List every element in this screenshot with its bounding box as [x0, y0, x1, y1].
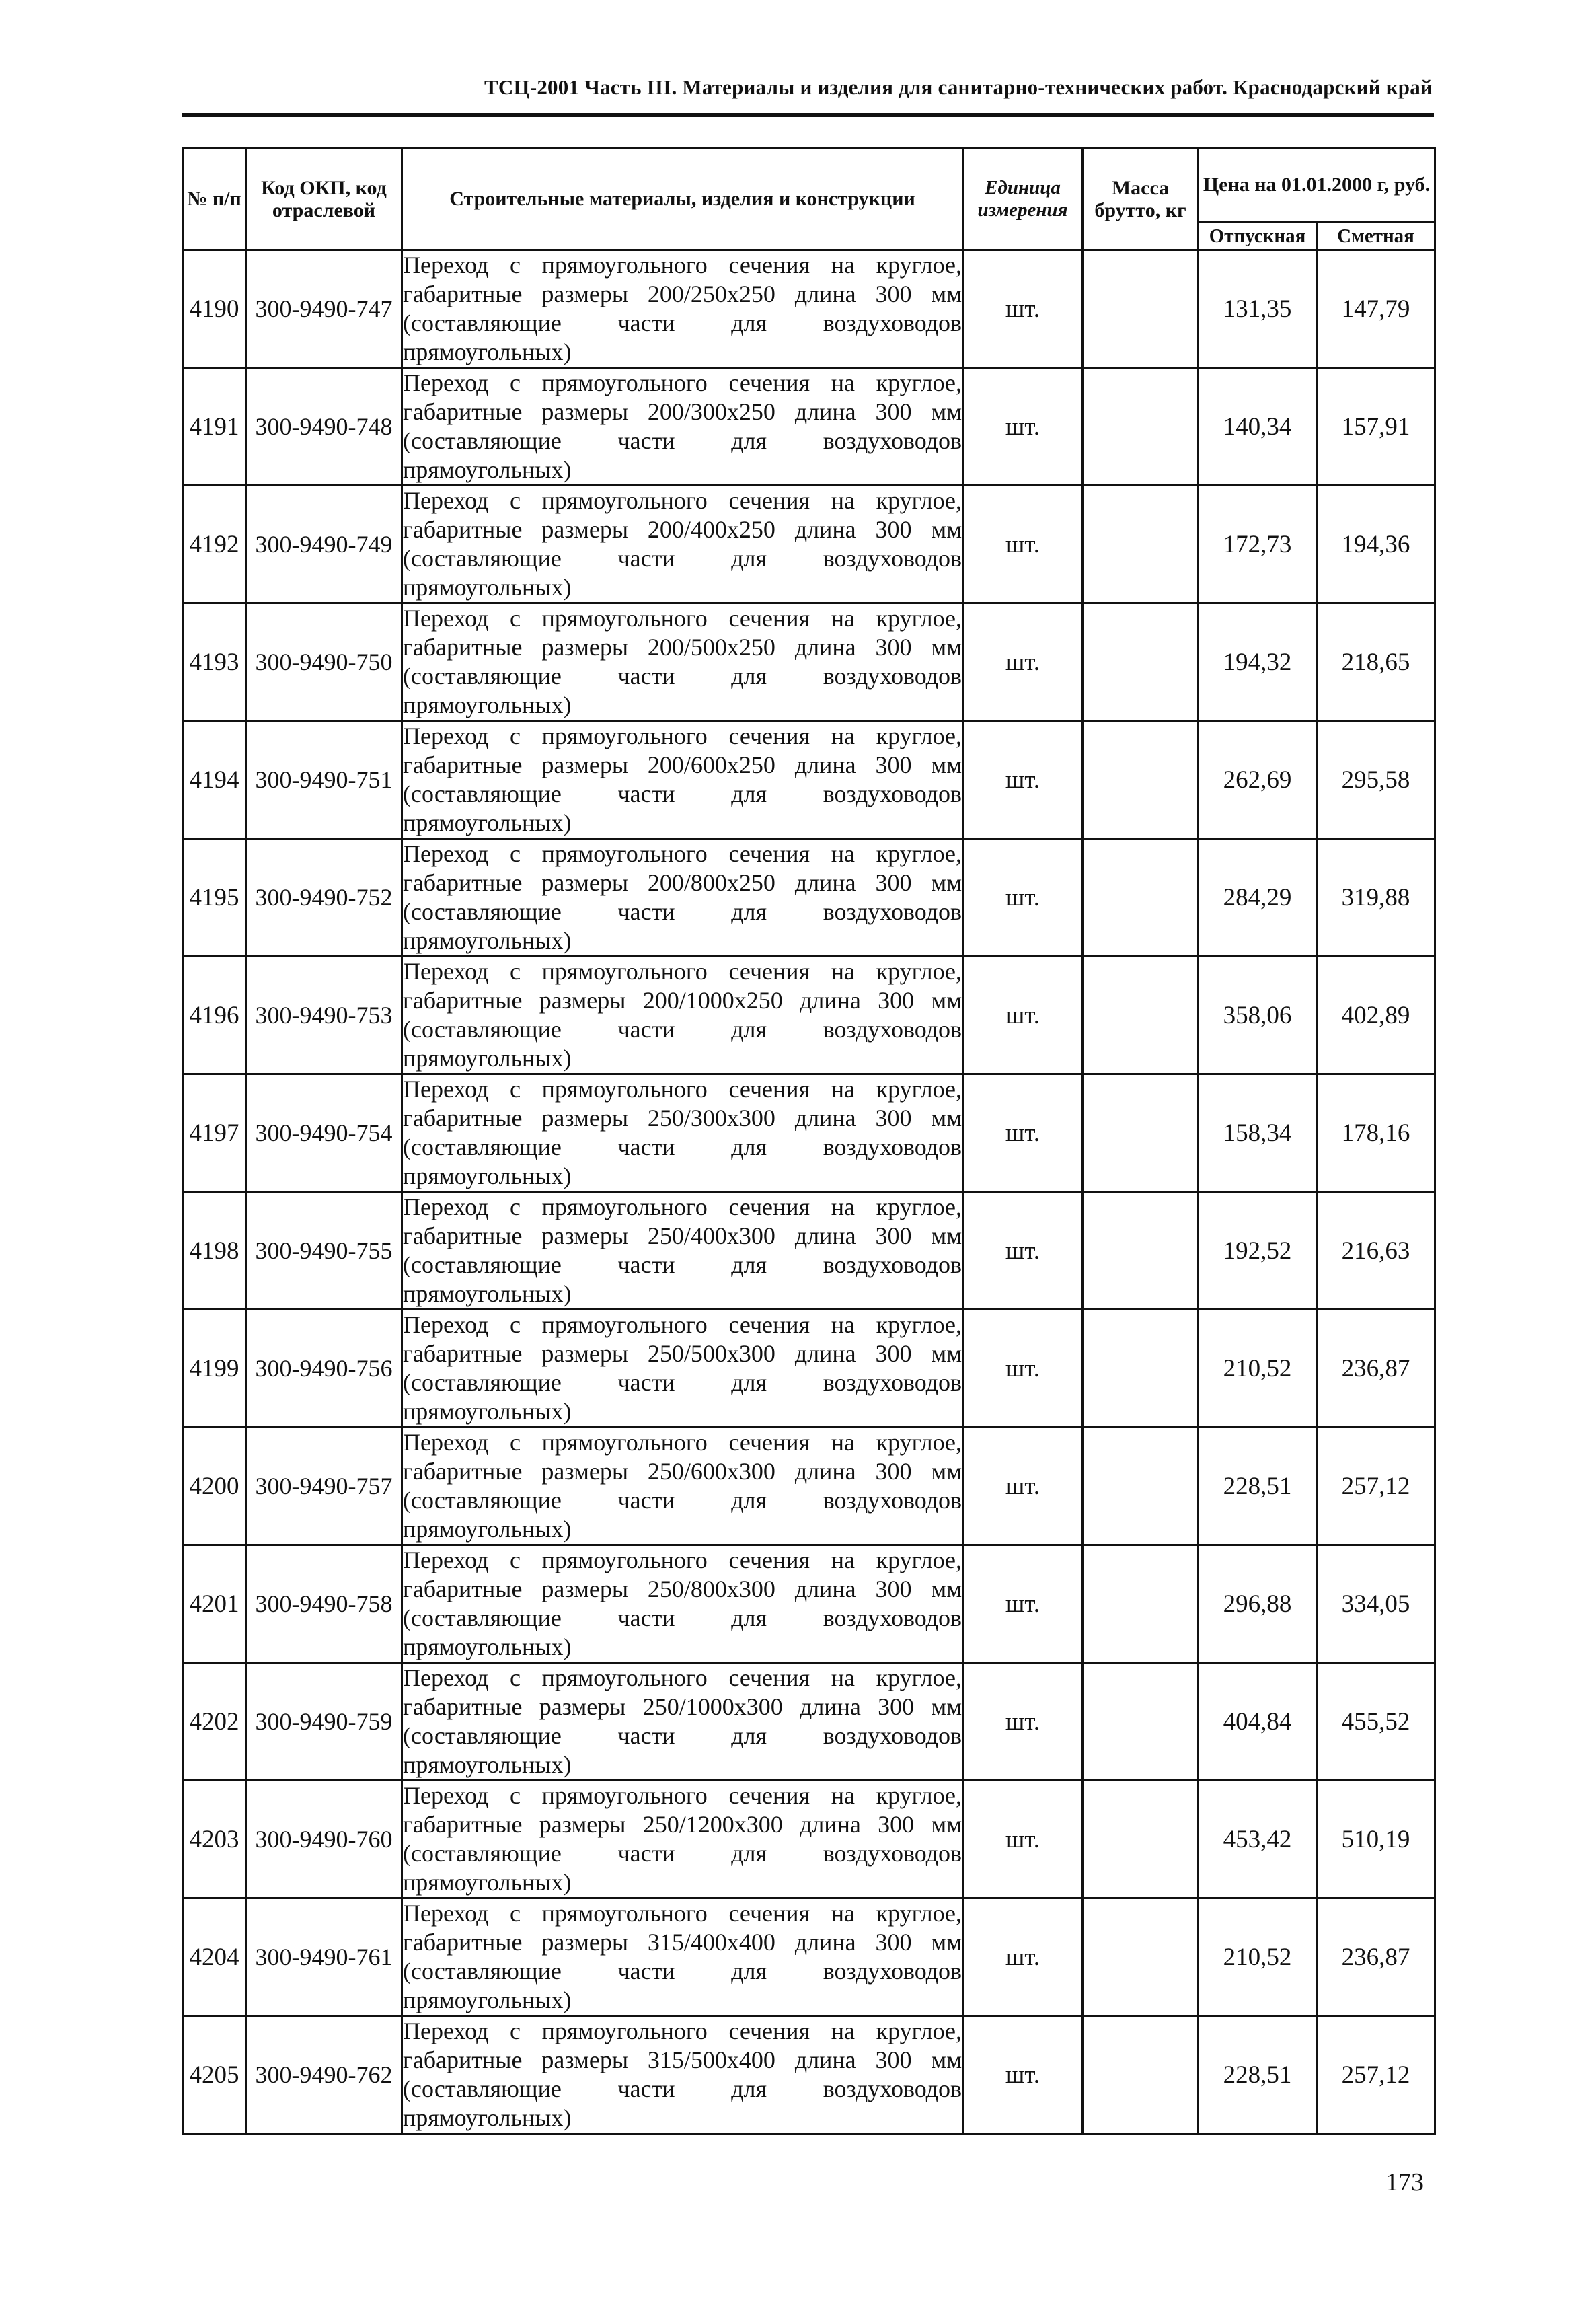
- cell-unit: шт.: [963, 1310, 1083, 1428]
- table-row: [183, 957, 1435, 1074]
- cell-num: 4195: [183, 839, 246, 957]
- cell-num: 4196: [183, 957, 246, 1074]
- cell-price-estimate: 178,16: [1317, 1074, 1435, 1192]
- cell-price-release: 172,73: [1199, 486, 1317, 603]
- cell-code: 300-9490-751: [246, 721, 402, 839]
- cell-code: 300-9490-754: [246, 1074, 402, 1192]
- cell-price-release: 140,34: [1199, 368, 1317, 486]
- cell-num: 4205: [183, 2016, 246, 2134]
- cell-num: 4201: [183, 1545, 246, 1663]
- table-row: [183, 1663, 1435, 1781]
- cell-unit: шт.: [963, 1545, 1083, 1663]
- table-row: [183, 1545, 1435, 1663]
- table-header: [183, 148, 1435, 250]
- cell-unit: шт.: [963, 368, 1083, 486]
- cell-price-estimate: 147,79: [1317, 250, 1435, 368]
- cell-mass: [1083, 1310, 1199, 1428]
- cell-unit: шт.: [963, 486, 1083, 603]
- table-row: [183, 1192, 1435, 1310]
- cell-price-estimate: 257,12: [1317, 1428, 1435, 1545]
- cell-price-release: 131,35: [1199, 250, 1317, 368]
- cell-mass: [1083, 2016, 1199, 2134]
- price-table: [182, 147, 1436, 2135]
- cell-price-estimate: 510,19: [1317, 1781, 1435, 1898]
- cell-code: 300-9490-749: [246, 486, 402, 603]
- cell-mass: [1083, 368, 1199, 486]
- cell-mass: [1083, 721, 1199, 839]
- cell-num: 4191: [183, 368, 246, 486]
- cell-price-estimate: 236,87: [1317, 1898, 1435, 2016]
- cell-price-release: 358,06: [1199, 957, 1317, 1074]
- cell-code: 300-9490-761: [246, 1898, 402, 2016]
- table-row: [183, 1898, 1435, 2016]
- cell-price-release: 210,52: [1199, 1898, 1317, 2016]
- col-header-code: Код ОКП, код отраслевой: [246, 148, 402, 250]
- cell-price-release: 262,69: [1199, 721, 1317, 839]
- cell-num: 4190: [183, 250, 246, 368]
- cell-description: Переход с прямоугольного сечения на круглое, габаритные размеры 200/600х250 длина 300 мм (составляющие части для воздуховодов прямоугольных): [402, 721, 963, 839]
- cell-num: 4200: [183, 1428, 246, 1545]
- cell-code: 300-9490-752: [246, 839, 402, 957]
- cell-mass: [1083, 603, 1199, 721]
- cell-mass: [1083, 1663, 1199, 1781]
- cell-description: Переход с прямоугольного сечения на круглое, габаритные размеры 200/500х250 длина 300 мм (составляющие части для воздуховодов прямоугольных): [402, 603, 963, 721]
- cell-description: Переход с прямоугольного сечения на круглое, габаритные размеры 315/400х400 длина 300 мм (составляющие части для воздуховодов прямоугольных): [402, 1898, 963, 2016]
- table-row: [183, 1781, 1435, 1898]
- cell-code: 300-9490-756: [246, 1310, 402, 1428]
- cell-price-estimate: 216,63: [1317, 1192, 1435, 1310]
- cell-description: Переход с прямоугольного сечения на круглое, габаритные размеры 200/1000х250 длина 300 мм (составляющие части для воздуховодов прямоугольных): [402, 957, 963, 1074]
- col-header-price-group: Цена на 01.01.2000 г, руб.: [1199, 148, 1435, 222]
- cell-price-release: 192,52: [1199, 1192, 1317, 1310]
- cell-mass: [1083, 1898, 1199, 2016]
- cell-description: Переход с прямоугольного сечения на круглое, габаритные размеры 200/400х250 длина 300 мм (составляющие части для воздуховодов прямоугольных): [402, 486, 963, 603]
- cell-mass: [1083, 1545, 1199, 1663]
- table-row: [183, 603, 1435, 721]
- cell-price-estimate: 218,65: [1317, 603, 1435, 721]
- cell-unit: шт.: [963, 721, 1083, 839]
- cell-description: Переход с прямоугольного сечения на круглое, габаритные размеры 250/1200х300 длина 300 мм (составляющие части для воздуховодов прямоугольных): [402, 1781, 963, 1898]
- cell-num: 4204: [183, 1898, 246, 2016]
- cell-description: Переход с прямоугольного сечения на круглое, габаритные размеры 250/600х300 длина 300 мм (составляющие части для воздуховодов прямоугольных): [402, 1428, 963, 1545]
- cell-unit: шт.: [963, 1663, 1083, 1781]
- cell-price-release: 453,42: [1199, 1781, 1317, 1898]
- cell-unit: шт.: [963, 2016, 1083, 2134]
- cell-unit: шт.: [963, 1781, 1083, 1898]
- cell-mass: [1083, 957, 1199, 1074]
- table-body: [183, 250, 1435, 2134]
- cell-price-release: 194,32: [1199, 603, 1317, 721]
- cell-unit: шт.: [963, 250, 1083, 368]
- cell-price-estimate: 157,91: [1317, 368, 1435, 486]
- cell-code: 300-9490-762: [246, 2016, 402, 2134]
- cell-num: 4193: [183, 603, 246, 721]
- cell-code: 300-9490-760: [246, 1781, 402, 1898]
- cell-num: 4202: [183, 1663, 246, 1781]
- cell-num: 4199: [183, 1310, 246, 1428]
- cell-description: Переход с прямоугольного сечения на круглое, габаритные размеры 250/300х300 длина 300 мм (составляющие части для воздуховодов прямоугольных): [402, 1074, 963, 1192]
- table-row: [183, 486, 1435, 603]
- table-row: [183, 1310, 1435, 1428]
- cell-unit: шт.: [963, 1898, 1083, 2016]
- cell-unit: шт.: [963, 957, 1083, 1074]
- col-header-num: № п/п: [183, 148, 246, 250]
- cell-description: Переход с прямоугольного сечения на круглое, габаритные размеры 250/400х300 длина 300 мм (составляющие части для воздуховодов прямоугольных): [402, 1192, 963, 1310]
- cell-price-estimate: 334,05: [1317, 1545, 1435, 1663]
- cell-description: Переход с прямоугольного сечения на круглое, габаритные размеры 200/250х250 длина 300 мм (составляющие части для воздуховодов прямоугольных): [402, 250, 963, 368]
- cell-price-release: 158,34: [1199, 1074, 1317, 1192]
- table-row: [183, 839, 1435, 957]
- cell-price-estimate: 402,89: [1317, 957, 1435, 1074]
- col-header-mass: Масса брутто, кг: [1083, 148, 1199, 250]
- table-row: [183, 1428, 1435, 1545]
- cell-description: Переход с прямоугольного сечения на круглое, габаритные размеры 250/500х300 длина 300 мм (составляющие части для воздуховодов прямоугольных): [402, 1310, 963, 1428]
- cell-mass: [1083, 486, 1199, 603]
- col-header-unit: Единица измерения: [963, 148, 1083, 250]
- cell-unit: шт.: [963, 1428, 1083, 1545]
- header-rule: [182, 113, 1434, 117]
- cell-price-release: 284,29: [1199, 839, 1317, 957]
- cell-unit: шт.: [963, 1192, 1083, 1310]
- cell-price-estimate: 194,36: [1317, 486, 1435, 603]
- cell-price-release: 228,51: [1199, 1428, 1317, 1545]
- table-row: [183, 368, 1435, 486]
- cell-code: 300-9490-758: [246, 1545, 402, 1663]
- table-row: [183, 2016, 1435, 2134]
- page-number: 173: [1385, 2168, 1424, 2196]
- cell-price-estimate: 236,87: [1317, 1310, 1435, 1428]
- cell-price-estimate: 257,12: [1317, 2016, 1435, 2134]
- cell-code: 300-9490-747: [246, 250, 402, 368]
- col-header-price-release: Отпускная: [1199, 222, 1317, 250]
- cell-unit: шт.: [963, 603, 1083, 721]
- cell-code: 300-9490-750: [246, 603, 402, 721]
- cell-code: 300-9490-748: [246, 368, 402, 486]
- cell-code: 300-9490-759: [246, 1663, 402, 1781]
- cell-num: 4198: [183, 1192, 246, 1310]
- cell-price-release: 228,51: [1199, 2016, 1317, 2134]
- cell-code: 300-9490-757: [246, 1428, 402, 1545]
- cell-num: 4194: [183, 721, 246, 839]
- cell-price-release: 296,88: [1199, 1545, 1317, 1663]
- cell-mass: [1083, 1428, 1199, 1545]
- cell-price-estimate: 319,88: [1317, 839, 1435, 957]
- cell-description: Переход с прямоугольного сечения на круглое, габаритные размеры 250/800х300 длина 300 мм (составляющие части для воздуховодов прямоугольных): [402, 1545, 963, 1663]
- page-header-title: ТСЦ-2001 Часть III. Материалы и изделия для санитарно-технических работ. Краснодарский край: [484, 75, 1433, 99]
- cell-price-release: 404,84: [1199, 1663, 1317, 1781]
- table-row: [183, 721, 1435, 839]
- cell-num: 4203: [183, 1781, 246, 1898]
- cell-mass: [1083, 839, 1199, 957]
- cell-mass: [1083, 1074, 1199, 1192]
- cell-mass: [1083, 1781, 1199, 1898]
- cell-price-release: 210,52: [1199, 1310, 1317, 1428]
- cell-description: Переход с прямоугольного сечения на круглое, габаритные размеры 315/500х400 длина 300 мм (составляющие части для воздуховодов прямоугольных): [402, 2016, 963, 2134]
- cell-description: Переход с прямоугольного сечения на круглое, габаритные размеры 200/300х250 длина 300 мм (составляющие части для воздуховодов прямоугольных): [402, 368, 963, 486]
- table-row: [183, 250, 1435, 368]
- cell-mass: [1083, 250, 1199, 368]
- cell-unit: шт.: [963, 839, 1083, 957]
- cell-code: 300-9490-753: [246, 957, 402, 1074]
- cell-code: 300-9490-755: [246, 1192, 402, 1310]
- cell-price-estimate: 295,58: [1317, 721, 1435, 839]
- col-header-price-estimate: Сметная: [1317, 222, 1435, 250]
- cell-description: Переход с прямоугольного сечения на круглое, габаритные размеры 200/800х250 длина 300 мм (составляющие части для воздуховодов прямоугольных): [402, 839, 963, 957]
- cell-price-estimate: 455,52: [1317, 1663, 1435, 1781]
- cell-unit: шт.: [963, 1074, 1083, 1192]
- cell-description: Переход с прямоугольного сечения на круглое, габаритные размеры 250/1000х300 длина 300 мм (составляющие части для воздуховодов прямоугольных): [402, 1663, 963, 1781]
- cell-num: 4192: [183, 486, 246, 603]
- cell-mass: [1083, 1192, 1199, 1310]
- col-header-name: Строительные материалы, изделия и конструкции: [402, 148, 963, 250]
- table-row: [183, 1074, 1435, 1192]
- cell-num: 4197: [183, 1074, 246, 1192]
